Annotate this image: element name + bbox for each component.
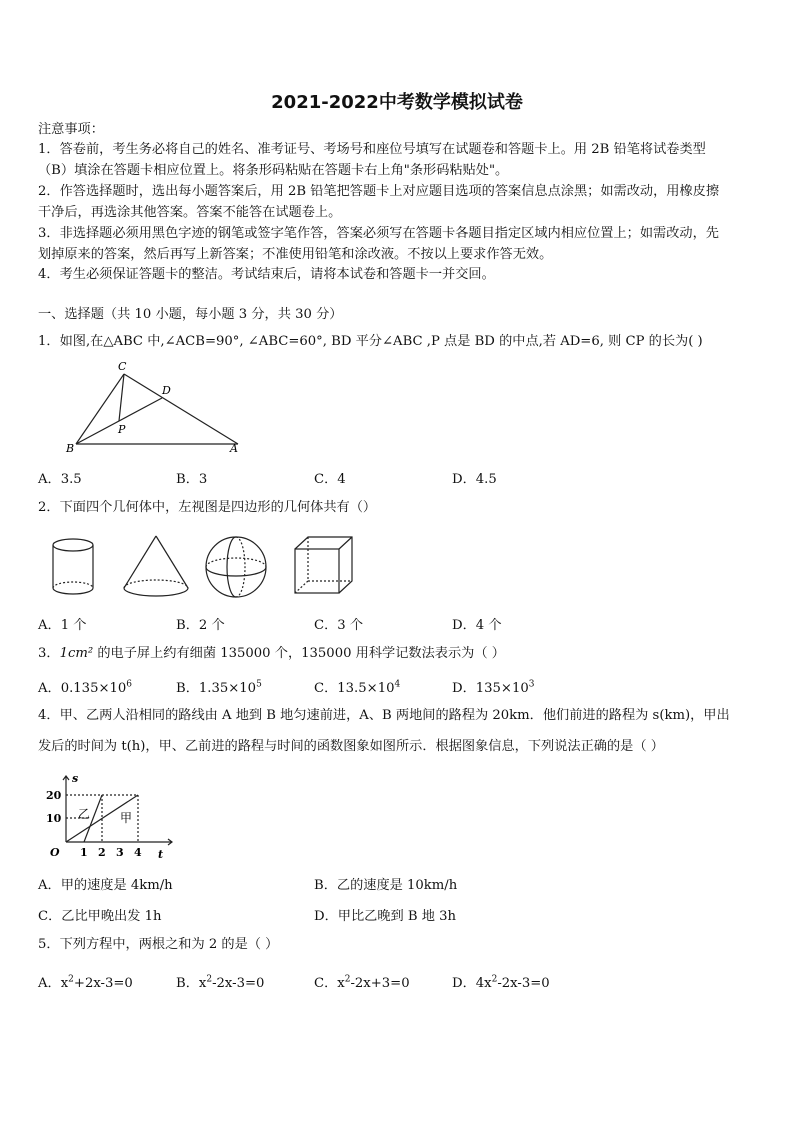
q3-number: 3． bbox=[38, 646, 60, 661]
solids-figure bbox=[40, 532, 370, 602]
notice-line: 3．非选择题必须用黑色字迹的钢笔或签字笔作答，答案必须写在答题卡各题目指定区域内相应位置上；如需改动，先 bbox=[38, 226, 719, 241]
q4-option-d: D．甲比乙晚到 B 地 3h bbox=[314, 909, 457, 924]
notice-line: 划掉原来的答案，然后再写上新答案；不准使用铅笔和涂改液。不按以上要求作答无效。 bbox=[38, 247, 553, 262]
cylinder-icon bbox=[53, 539, 93, 594]
question-4-line2: 发后的时间为 t(h)，甲、乙前进的路程与时间的函数图象如图所示．根据图象信息，下列说法正确的是（ ） bbox=[38, 739, 664, 754]
q4-option-c: C．乙比甲晚出发 1h bbox=[38, 909, 162, 924]
q5-option-a: A．$x^2+2x-3=0$ bbox=[38, 974, 133, 991]
x-tick-1: 1 bbox=[80, 846, 88, 859]
q2-option-d: D．4 个 bbox=[452, 618, 502, 633]
label-b: B bbox=[66, 442, 75, 455]
notice-line: 1．答卷前，考生务必将自己的姓名、准考证号、考场号和座位号填写在试题卷和答题卡上。用 2B 铅笔将试卷类型 bbox=[38, 142, 706, 157]
notice-line: 4．考生必须保证答题卡的整洁。考试结束后，请将本试卷和答题卡一并交回。 bbox=[38, 267, 495, 282]
y-tick-20: 20 bbox=[46, 789, 62, 802]
axis-label-s: s bbox=[72, 772, 79, 785]
q2-option-c: C．3 个 bbox=[314, 618, 364, 633]
distance-time-graph bbox=[40, 770, 180, 862]
q1-option-d: D．4.5 bbox=[452, 472, 497, 487]
axis-label-t: t bbox=[158, 848, 164, 861]
series-label-yi: 乙 bbox=[78, 807, 91, 821]
q3-option-d: D．$135\times 10^3$ bbox=[452, 679, 535, 696]
notice-line: 干净后，再选涂其他答案。答案不能答在试题卷上。 bbox=[38, 205, 342, 220]
q5-option-d: D．$4x^2-2x-3=0$ bbox=[452, 974, 550, 991]
q3-option-b: B．$1.35\times 10^5$ bbox=[176, 679, 262, 696]
notice-line: 2．作答选择题时，选出每小题答案后，用 2B 铅笔把答题卡上对应题目选项的答案信息点涂黑；如需改动，用橡皮擦 bbox=[38, 184, 720, 199]
q3-option-a: A．$0.135\times 10^6$ bbox=[38, 679, 133, 696]
question-5-stem: 5．下列方程中，两根之和为 2 的是（ ） bbox=[38, 937, 279, 952]
x-tick-4: 4 bbox=[134, 846, 142, 859]
sphere-icon bbox=[206, 537, 266, 597]
notice-heading: 注意事项： bbox=[38, 122, 104, 137]
q2-option-b: B．2 个 bbox=[176, 618, 225, 633]
page-title: 2021-2022中考数学模拟试卷 bbox=[271, 92, 523, 113]
q5-option-c: C．$x^2-2x+3=0$ bbox=[314, 974, 410, 991]
x-tick-3: 3 bbox=[116, 846, 124, 859]
label-c: C bbox=[118, 360, 127, 373]
q3-option-c: C．$13.5\times 10^4$ bbox=[314, 679, 401, 696]
q1-option-a: A．3.5 bbox=[38, 472, 82, 487]
series-label-jia: 甲 bbox=[120, 811, 133, 825]
label-a: A bbox=[230, 442, 238, 455]
question-1-stem: 1．如图,在△ABC 中,∠ACB=90°, ∠ABC=60°, BD 平分∠ABC ,P 点是 BD 的中点,若 AD=6, 则 CP 的长为( ) bbox=[38, 334, 703, 349]
q3-unit: 1cm² bbox=[59, 646, 94, 661]
q3-stem-text: 的电子屏上约有细菌 135000 个，135000 用科学记数法表示为（ ） bbox=[93, 646, 505, 661]
triangle-figure bbox=[62, 358, 252, 456]
question-4-line1: 4．甲、乙两人沿相同的路线由 A 地到 B 地匀速前进，A、B 两地间的路程为 20km．他们前进的路程为 s(km)，甲出 bbox=[38, 708, 730, 723]
origin-label: O bbox=[50, 846, 60, 859]
y-tick-10: 10 bbox=[46, 812, 62, 825]
cube-icon bbox=[295, 537, 352, 593]
label-p: P bbox=[118, 423, 126, 436]
section-heading: 一、选择题（共 10 小题，每小题 3 分，共 30 分） bbox=[38, 307, 343, 322]
q4-option-b: B．乙的速度是 10km/h bbox=[314, 878, 458, 893]
q1-option-c: C．4 bbox=[314, 472, 346, 487]
q4-option-a: A．甲的速度是 4km/h bbox=[38, 878, 173, 893]
q1-option-b: B．3 bbox=[176, 472, 208, 487]
q2-option-a: A．1 个 bbox=[38, 618, 87, 633]
q5-option-b: B．$x^2-2x-3=0$ bbox=[176, 974, 265, 991]
cone-icon bbox=[124, 536, 188, 596]
x-tick-2: 2 bbox=[98, 846, 106, 859]
question-3-stem bbox=[38, 645, 763, 663]
question-2-stem: 2．下面四个几何体中，左视图是四边形的几何体共有（） bbox=[38, 500, 377, 515]
label-d: D bbox=[162, 384, 171, 397]
notice-line: （B）填涂在答题卡相应位置上。将条形码粘贴在答题卡右上角"条形码粘贴处"。 bbox=[38, 163, 509, 178]
